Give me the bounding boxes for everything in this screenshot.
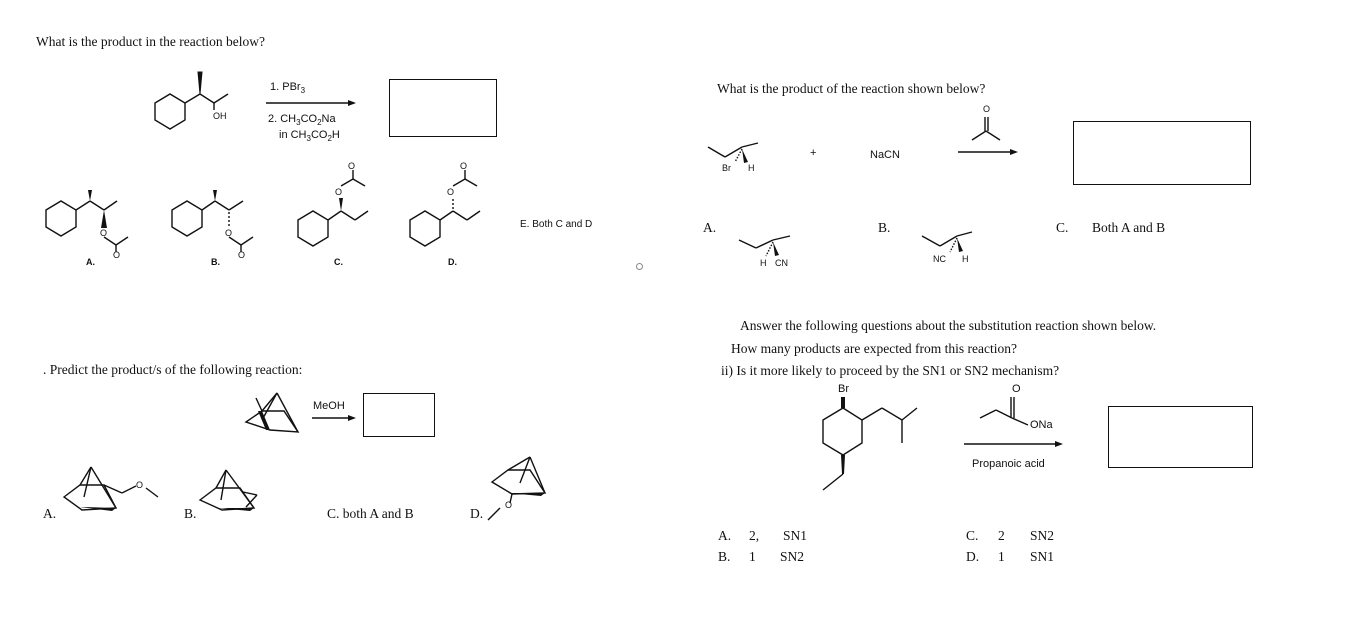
q1-choice-e[interactable]: E. Both C and D xyxy=(520,219,593,230)
q4-answer-d-num: 1 xyxy=(998,549,1005,564)
q4-answer-box[interactable] xyxy=(1108,406,1253,468)
q2-question: What is the product of the reaction shown below? xyxy=(717,81,986,96)
q1-d-o1: O xyxy=(447,187,455,197)
q2-sm-br: Br xyxy=(722,163,731,173)
q3-choice-d[interactable]: D. xyxy=(470,506,484,521)
q2-choice-c[interactable]: C. xyxy=(1056,220,1069,235)
q3-reagent: MeOH xyxy=(313,400,345,412)
q1-a-o2: O xyxy=(113,250,121,260)
q4-answer-a-mech: SN1 xyxy=(783,528,808,543)
q1-a-o1: O xyxy=(100,228,108,238)
q1-d-o2: O xyxy=(460,161,468,171)
q3-d-o: O xyxy=(505,500,513,510)
q4-answer-d-letter: D. xyxy=(966,549,980,564)
q4-answer-c-letter: C. xyxy=(966,528,979,543)
q1-b-o1: O xyxy=(225,228,233,238)
q2-a-h: H xyxy=(760,258,767,268)
q2-answer-box[interactable] xyxy=(1073,121,1251,185)
q4-line2: How many products are expected from this reaction? xyxy=(731,341,1018,356)
q4-reaction-arrow xyxy=(0,0,1,1)
q2-sm-h: H xyxy=(748,163,755,173)
q4-answer-b-num: 1 xyxy=(749,549,756,564)
q4-line3: ii) Is it more likely to proceed by the SN1 or SN2 mechanism? xyxy=(721,363,1060,378)
q4-answer-d-mech: SN1 xyxy=(1030,549,1055,564)
q4-answer-c-num: 2 xyxy=(998,528,1005,543)
q1-choice-c-label[interactable]: C. xyxy=(334,257,343,267)
q2-choice-c-text: Both A and B xyxy=(1092,220,1166,235)
q1-c-o1: O xyxy=(335,187,343,197)
q3-choice-b[interactable]: B. xyxy=(184,506,197,521)
q1-question: What is the product in the reaction below? xyxy=(36,34,266,49)
q1-step2b: in $CH_3CO_2H$ xyxy=(279,129,340,144)
q4-line1: Answer the following questions about the substitution reaction shown below. xyxy=(740,318,1157,333)
q2-b-nc: NC xyxy=(933,254,946,264)
q3-answer-box[interactable] xyxy=(363,393,435,437)
q4-answer-b-letter: B. xyxy=(718,549,731,564)
q1-step1: 1. PBr$_3$ xyxy=(270,81,306,96)
q2-choice-a[interactable]: A. xyxy=(703,220,717,235)
q4-answer-a-num: 2, xyxy=(749,528,760,543)
q1-b-o2: O xyxy=(238,250,246,260)
q1-choice-d-label[interactable]: D. xyxy=(448,257,457,267)
q1-c-o2: O xyxy=(348,161,356,171)
q4-ona: ONa xyxy=(1030,419,1053,431)
q2-plus: + xyxy=(810,147,817,159)
q2-reagent: NaCN xyxy=(870,149,900,161)
q2-a-cn: CN xyxy=(775,258,788,268)
q4-answer-b-mech: SN2 xyxy=(780,549,805,564)
q4-answer-a-letter: A. xyxy=(718,528,732,543)
q4-br: Br xyxy=(838,383,849,395)
q3-choice-c[interactable]: C. both A and B xyxy=(327,506,414,521)
q1-oh-label: OH xyxy=(213,111,227,121)
q2-b-h: H xyxy=(962,254,969,264)
q2-choice-b[interactable]: B. xyxy=(878,220,891,235)
radio-dot[interactable] xyxy=(636,263,643,270)
q4-answer-c-mech: SN2 xyxy=(1030,528,1055,543)
q2-acetone-o: O xyxy=(983,104,991,114)
q3-question: . Predict the product/s of the following reaction: xyxy=(43,362,303,377)
q1-step2a: 2. $CH_3CO_2Na$ xyxy=(268,113,336,128)
q4-solvent: Propanoic acid xyxy=(972,458,1045,470)
q3-a-o: O xyxy=(136,480,144,490)
q3-choice-a[interactable]: A. xyxy=(43,506,57,521)
q1-choice-b-label[interactable]: B. xyxy=(211,257,220,267)
q1-answer-box[interactable] xyxy=(389,79,497,137)
q1-choice-a-label[interactable]: A. xyxy=(86,257,95,267)
q4-carbonyl-o: O xyxy=(1012,383,1021,395)
